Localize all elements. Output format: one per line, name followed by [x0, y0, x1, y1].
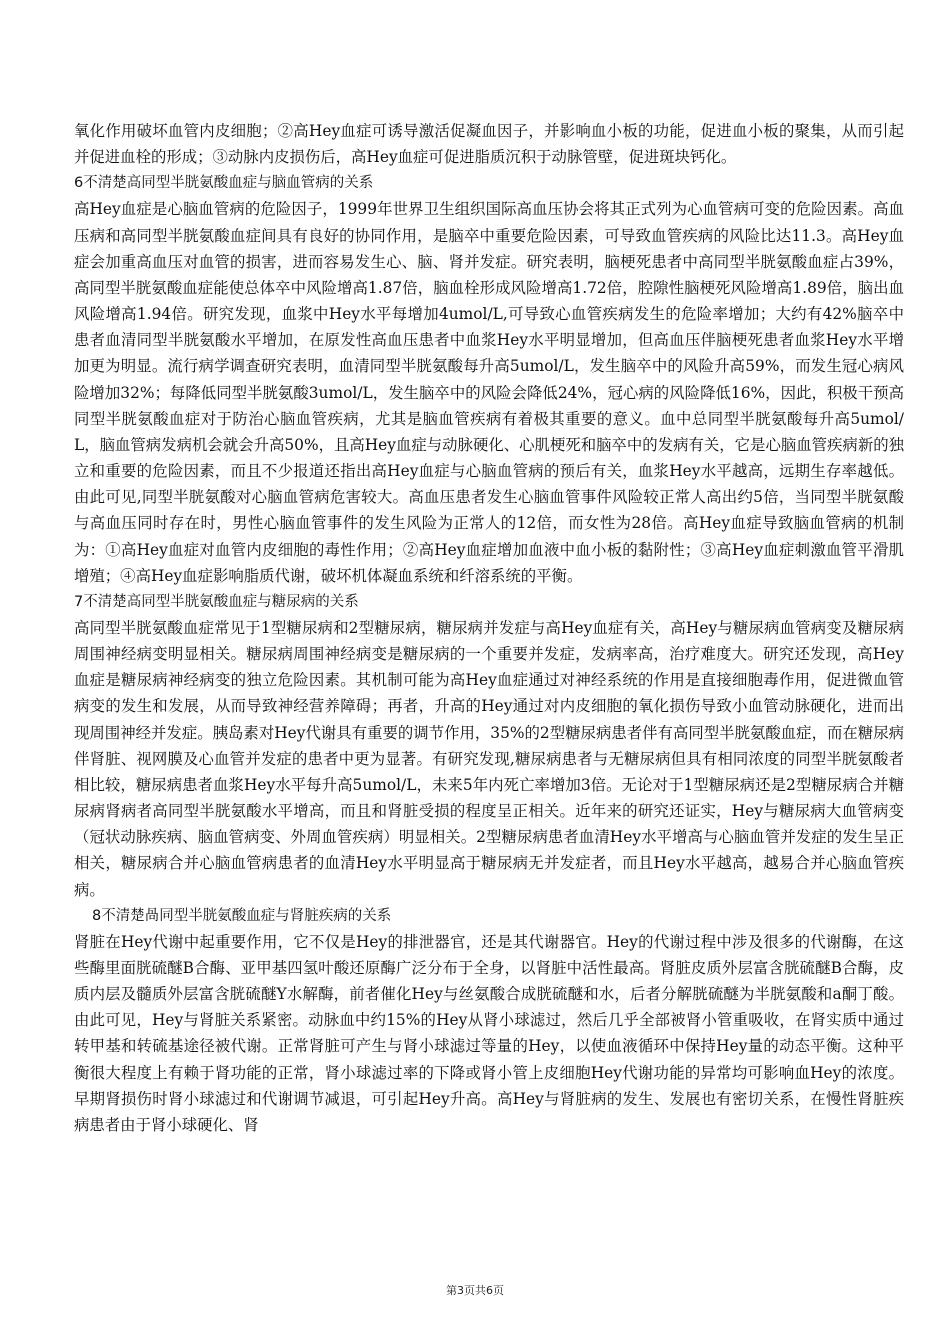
- section-8-heading: 8不清楚咼同型半胱氨酸血症与肾脏疾病的关系: [92, 907, 392, 924]
- section-6-heading: 6不清楚高同型半胱氨酸血症与脑血管病的关系: [74, 175, 374, 192]
- document-page: [74, 118, 904, 1138]
- section-7-heading: 7不清楚高同型半胱氨酸血症与糖尿病的关系: [74, 593, 359, 610]
- section-8-body: 肾脏在Hey代谢中起重要作用，它不仅是Hey的排泄器官，还是其代谢器官。Hey的代谢过程中涉及很多的代谢酶，在这些酶里面胱硫醚B合酶、亚甲基四氢叶酸还原酶广泛分布于全身，以肾脏中活性最高。肾脏皮质外层富含胱硫醚B合酶，皮质内层及髓质外层富含胱硫醚Y水解酶，前者催化Hey与丝氨酸合成胱硫醚和水，后者分解胱硫醚为半胱氨酸和a酮丁酸。由此可见，Hey与肾脏关系紧密。动脉血中约15%的Hey从肾小球滤过，然后几乎全部被肾小管重吸收，在肾实质中通过转甲基和转硫基途径被代谢。正常肾脏可产生与肾小球滤过等量的Hey，以使血液循环中保持Hey量的动态平衡。这种平衡很大程度上有赖于肾功能的正常，肾小球滤过率的下降或肾小管上皮细胞Hey代谢功能的异常均可影响血Hey的浓度。早期肾损伤时肾小球滤过和代谢调节减退，可引起Hey升高。高Hey与肾脏病的发生、发展也有密切关系，在慢性肾脏疾病患者由于肾小球硬化、肾: [74, 932, 904, 1134]
- page-number-footer: 第3页共6页: [446, 1284, 504, 1297]
- intro-paragraph: 氧化作用破坏血管内皮细胞；②高Hey血症可诱导激活促凝血因子，并影响血小板的功能，促进血小板的聚集，从而引起并促进血栓的形成；③动脉内皮损伤后，高Hey血症可促进脂质沉积于动脉管壁，促进斑块钙化。: [74, 122, 904, 167]
- section-6-body: 高Hey血症是心脑血管病的危险因子，1999年世界卫生组织国际高血压协会将其正式列为心血管病可变的危险因素。高血压病和高同型半胱氨酸血症间具有良好的协同作用，是脑卒中重要危险因素，可导致血管疾病的风险比达11.3。高Hey血症会加重高血压对血管的损害，进而容易发生心、脑、肾并发症。研究表明，脑梗死患者中高同型半胱氨酸血症占39%，高同型半胱氨酸血症能使总体卒中风险增高1.87倍，脑血栓形成风险增高1.72倍，腔隙性脑梗死风险增高1.89倍，脑出血风险增高1.94倍。研究发现，血浆中Hey水平每增加4umol/L,可导致心血管疾病发生的危险率增加；大约有42%脑卒中患者血清同型半胱氨酸水平增加，在原发性高血压患者中血浆Hey水平明显增加，但高血压伴脑梗死患者血浆Hey水平增加更为明显。流行病学调查研究表明，血清同型半胱氨酸每升高5umol/L，发生脑卒中的风险升高59%，而发生冠心病风险增加32%；每降低同型半胱氨酸3umol/L，发生脑卒中的风险会降低24%，冠心病的风险降低16%，因此，积极干预高同型半胱氨酸血症对于防治心脑血管疾病，尤其是脑血管疾病有着极其重要的意义。血中总同型半胱氨酸每升高5umol/L，脑血管病发病机会就会升高50%，且高Hey血症与动脉硬化、心肌梗死和脑卒中的发病有关，它是心脑血管疾病新的独立和重要的危险因素，而且不少报道还指出高Hey血症与心脑血管病的预后有关，血浆Hey水平越高，远期生存率越低。由此可见,同型半胱氨酸对心脑血管病危害较大。高血压患者发生心脑血管事件风险较正常人高出约5倍，当同型半胱氨酸与高血压同时存在时，男性心脑血管事件的发生风险为正常人的12倍，而女性为28倍。高Hey血症导致脑血管病的机制为：①高Hey血症对血管内皮细胞的毒性作用；②高Hey血症增加血液中血小板的黏附性；③高Hey血症刺激血管平滑肌增殖；④高Hey血症影响脂质代谢，破坏机体凝血系统和纤溶系统的平衡。: [74, 200, 904, 585]
- section-7-body: 高同型半胱氨酸血症常见于1型糖尿病和2型糖尿病，糖尿病并发症与高Hey血症有关，高Hey与糖尿病血管病变及糖尿病周围神经病变明显相关。糖尿病周围神经病变是糖尿病的一个重要并发症，发病率高，治疗难度大。研究还发现，高Hey血症是糖尿病神经病变的独立危险因素。其机制可能为高Hey血症通过对神经系统的作用是直接细胞毒作用，促进微血管病变的发生和发展，从而导致神经营养障碍；再者，升高的Hey通过对内皮细胞的氧化损伤导致小血管动脉硬化，进而出现周围神经并发症。胰岛素对Hey代谢具有重要的调节作用，35%的2型糖尿病患者伴有高同型半胱氨酸血症，而在糖尿病伴肾脏、视网膜及心血管并发症的患者中更为显著。有研究发现,糖尿病患者与无糖尿病但具有相同浓度的同型半胱氨酸者相比较，糖尿病患者血浆Hey水平每升高5umol/L，未来5年内死亡率增加3倍。无论对于1型糖尿病还是2型糖尿病合并糖尿病肾病者高同型半胱氨酸水平增高，而且和肾脏受损的程度呈正相关。近年来的研究还证实，Hey与糖尿病大血管病变（冠状动脉疾病、脑血管病变、外周血管疾病）明显相关。2型糖尿病患者血清Hey水平增高与心脑血管并发症的发生呈正相关，糖尿病合并心脑血管病患者的血清Hey水平明显高于糖尿病无并发症者，而且Hey水平越高，越易合并心脑血管疾病。: [74, 618, 904, 899]
